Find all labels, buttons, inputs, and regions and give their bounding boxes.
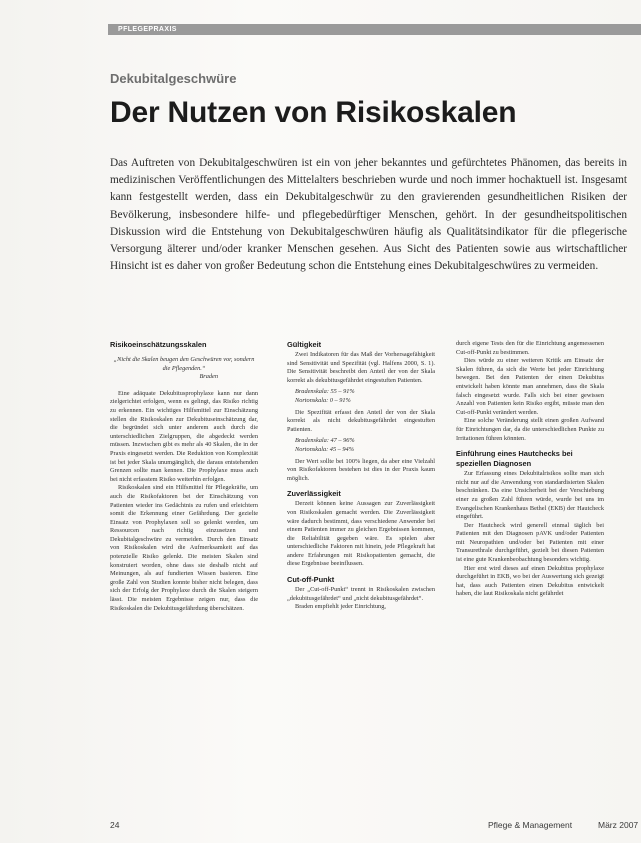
issue-date: März 2007 xyxy=(598,820,639,830)
paragraph: Der Hautcheck wird generell einmal täglich bei Patienten mit den Diagnosen pAVK und/oder Patienten mit Neuropathien und/oder bei Patienten mit einer Transurethrale durchgeführt, gezielt bei diesen Patienten ist eine gute Krankenbeobachtung besonders wichtig. xyxy=(456,521,604,564)
column-2 xyxy=(287,340,435,612)
quote-text: „Nicht die Skalen beugen den Geschwüren vor, sondern die Pflegenden.“ xyxy=(113,356,255,372)
column-1 xyxy=(110,340,258,613)
heading-validity: Gültigkeit xyxy=(287,340,322,349)
paragraph: Hier erst wird dieses auf einen Dekubitus prophylaxe durchgeführt in EKB, wo bei der Auswertung sich gezeigt hat, dass auch Patienten einen Dekubitus entwickelt haben, die laut Risikoskala nicht gefährdet xyxy=(456,564,604,598)
page-number: 24 xyxy=(110,820,120,830)
article-kicker: Dekubitalgeschwüre xyxy=(110,71,237,86)
journal-name: Pflege & Management xyxy=(488,820,573,830)
heading-cut-off-point: Cut-off-Punkt xyxy=(287,575,335,585)
heading-risk-scales: Risikoeinschätzungsskalen xyxy=(110,340,207,349)
paragraph: Zwei Indikatoren für das Maß der Vorhersagefähigkeit sind Sensitivität und Spezifität (vgl. Halfens 2000, S. 1). Die Sensitivität beschreibt den Anteil der von der Skala korrekt als dekubitusgefährdet eingestuften Patienten. xyxy=(287,351,435,384)
paragraph: Die Spezifität erfasst den Anteil der von der Skala korrekt als nicht dekubitusgefährdet eingestuften Patienten. xyxy=(287,408,435,433)
column-3 xyxy=(456,340,604,599)
article-lead: Das Auftreten von Dekubitalgeschwüren ist ein von jeher bekanntes und gefürchtetes Phänomen, das bereits in medizinischen Veröffentlichungen des Mittelalters beschrieben wurde und noch immer hochaktuell ist. Insgesamt kann festgestellt werden, dass ein Dekubitalgeschwür zu den gravierenden gesundheitlichen Risiken der Bevölkerung, insbesondere hilfe- und pflegebedürftiger Menschen, gehört. In der gesundheitspolitischen Diskussion wird die Entstehung von Dekubitalgeschwüren häufig als Qualitätsindikator für die pflegerische Versorgung älterer und/oder kranker Menschen gesehen. Aus Sicht des Patienten sowie aus wirtschaftlicher Hinsicht ist es daher von großer Bedeutung schon die Entstehung eines Dekubitalgeschwüres zu vermeiden. xyxy=(110,157,627,273)
paragraph: Zur Erfassung eines Dekubitalrisikos sollte man sich nicht nur auf die Anwendung von standardisierten Skalen beschränken. Da eine Unsicherheit bei der Verschiebung einer zu großen Zahl führen würde, wurde bei uns im Evangelischen Krankenhaus Bethel (EKB) der Hautcheck eingeführt. xyxy=(456,470,604,521)
value-list xyxy=(295,437,435,454)
value-list xyxy=(295,388,435,405)
heading-skin-check: Einführung eines Hautchecks bei speziellen Diagnosen xyxy=(456,449,573,469)
paragraph: Braden empfiehlt jeder Einrichtung, xyxy=(295,603,386,611)
pull-quote xyxy=(110,356,258,382)
section-rubric: PFLEGEPRAXIS xyxy=(118,26,177,33)
paragraph: durch eigene Tests den für die Einrichtung angemessenen Cut-off-Punkt zu bestimmen. xyxy=(456,340,604,356)
paragraph: Der „Cut-off-Punkt“ trennt in Risikoskalen zwischen „dekubitusgefährdet“ und „nicht dekubitusgefährdet“. xyxy=(287,586,435,602)
paragraph: Eine adäquate Dekubitusprophylaxe kann nur dann zielgerichtet erfolgen, wenn es gelingt, das Risiko richtig zu erkennen. Ein wichtiges Hilfsmittel zur Einschätzung stellen die Risikoskalen zur Dekubituseinschätzung dar, die begründet sich unter anderem auch durch die unterschiedlichen Zielgruppen, die abgedeckt werden müssen. Inzwischen gibt es mehr als 40 Skalen, die in der Praxis eingesetzt werden. Die Reduktion von Komplexität ist bei jeder Skala unumgänglich, die daraus entstehenden Grenzen sollte man kennen. Die Prophylaxe muss auch bei nicht erfasstem Risiko weiterhin erfolgen. xyxy=(110,389,258,483)
heading-reliability: Zuverlässigkeit xyxy=(287,489,341,499)
value-norton-specificity: Nortonskala: 45 – 94% xyxy=(295,445,354,453)
article-title: Der Nutzen von Risikoskalen xyxy=(110,96,517,129)
paragraph: Eine solche Veränderung stellt einen großen Aufwand für Einrichtungen dar, da die unterschiedlichen Punkte zu Irritationen führen könnten. xyxy=(456,417,604,442)
paragraph: Derzeit können keine Aussagen zur Zuverlässigkeit von Risikoskalen gemacht werden. Die Zuverlässigkeit wäre dadurch bestimmt, dass verschiedene Anwender bei einem Patienten immer zu gleichen Ergebnissen kommen, die Reliabilität gegeben wäre. Es spielen aber unterschiedliche Faktoren mit hinein, jede Pflegekraft hat andere Erfahrungen mit Risikopatienten gemacht, die diese Ergebnisse beeinflussen. xyxy=(287,500,435,568)
value-braden-specificity: Bradenskala: 47 – 96% xyxy=(295,437,355,445)
paragraph: Risikoskalen sind ein Hilfsmittel für Pflegekräfte, um auch die Risikofaktoren bei der Einschätzung von Patienten wieder ins Gedächtnis zu rufen und erleichtern somit die Erkennung einer Gefährdung. Der gezielte Einsatz von Prophylaxen soll so gelenkt werden, um Ressourcen nach richtig einzusetzen und Dekubitalgeschwüre zu vermeiden. Durch den Einsatz von Risikoskalen wird die Aufmerksamkeit auf das potenzielle Risiko gelenkt. Die meisten Skalen sind konstruiert worden, ohne dass sie deshalb nicht auf Meinungen, als auf fundierten Wissen basieren. Eine große Zahl von Studien konnte bisher nicht belegen, dass sich der Erfolg der Prophylaxe durch die Skalen steigern lässt. Die meisten Ergebnisse zeigen nur, dass die Risikoskalen die Dekubitusgefährdung überschätzen. xyxy=(110,484,258,612)
section-bar xyxy=(108,24,641,35)
quote-source: Braden xyxy=(199,373,218,381)
value-braden-sensitivity: Bradenskala: 55 – 91% xyxy=(295,388,355,396)
value-norton-sensitivity: Nortonskala: 0 – 91% xyxy=(295,396,351,404)
paragraph: Dies würde zu einer weiteren Kritik am Einsatz der Skalen führen, da sich die Werte bei jeder Einrichtung bewegen. Bei den Patienten der einen Dekubitus entwickelt haben könnte man annehmen, dass die Skala falsch eingesetzt wurde. Falls sich bei einer gewissen Anzahl von Patienten kein Risiko ergibt, müsste man den Cut-off-Punkt verändert werden. xyxy=(456,357,604,416)
paragraph: Der Wert sollte bei 100% liegen, da aber eine Vielzahl von Risikofaktoren bestehen ist dies in der Praxis kaum möglich. xyxy=(287,457,435,482)
